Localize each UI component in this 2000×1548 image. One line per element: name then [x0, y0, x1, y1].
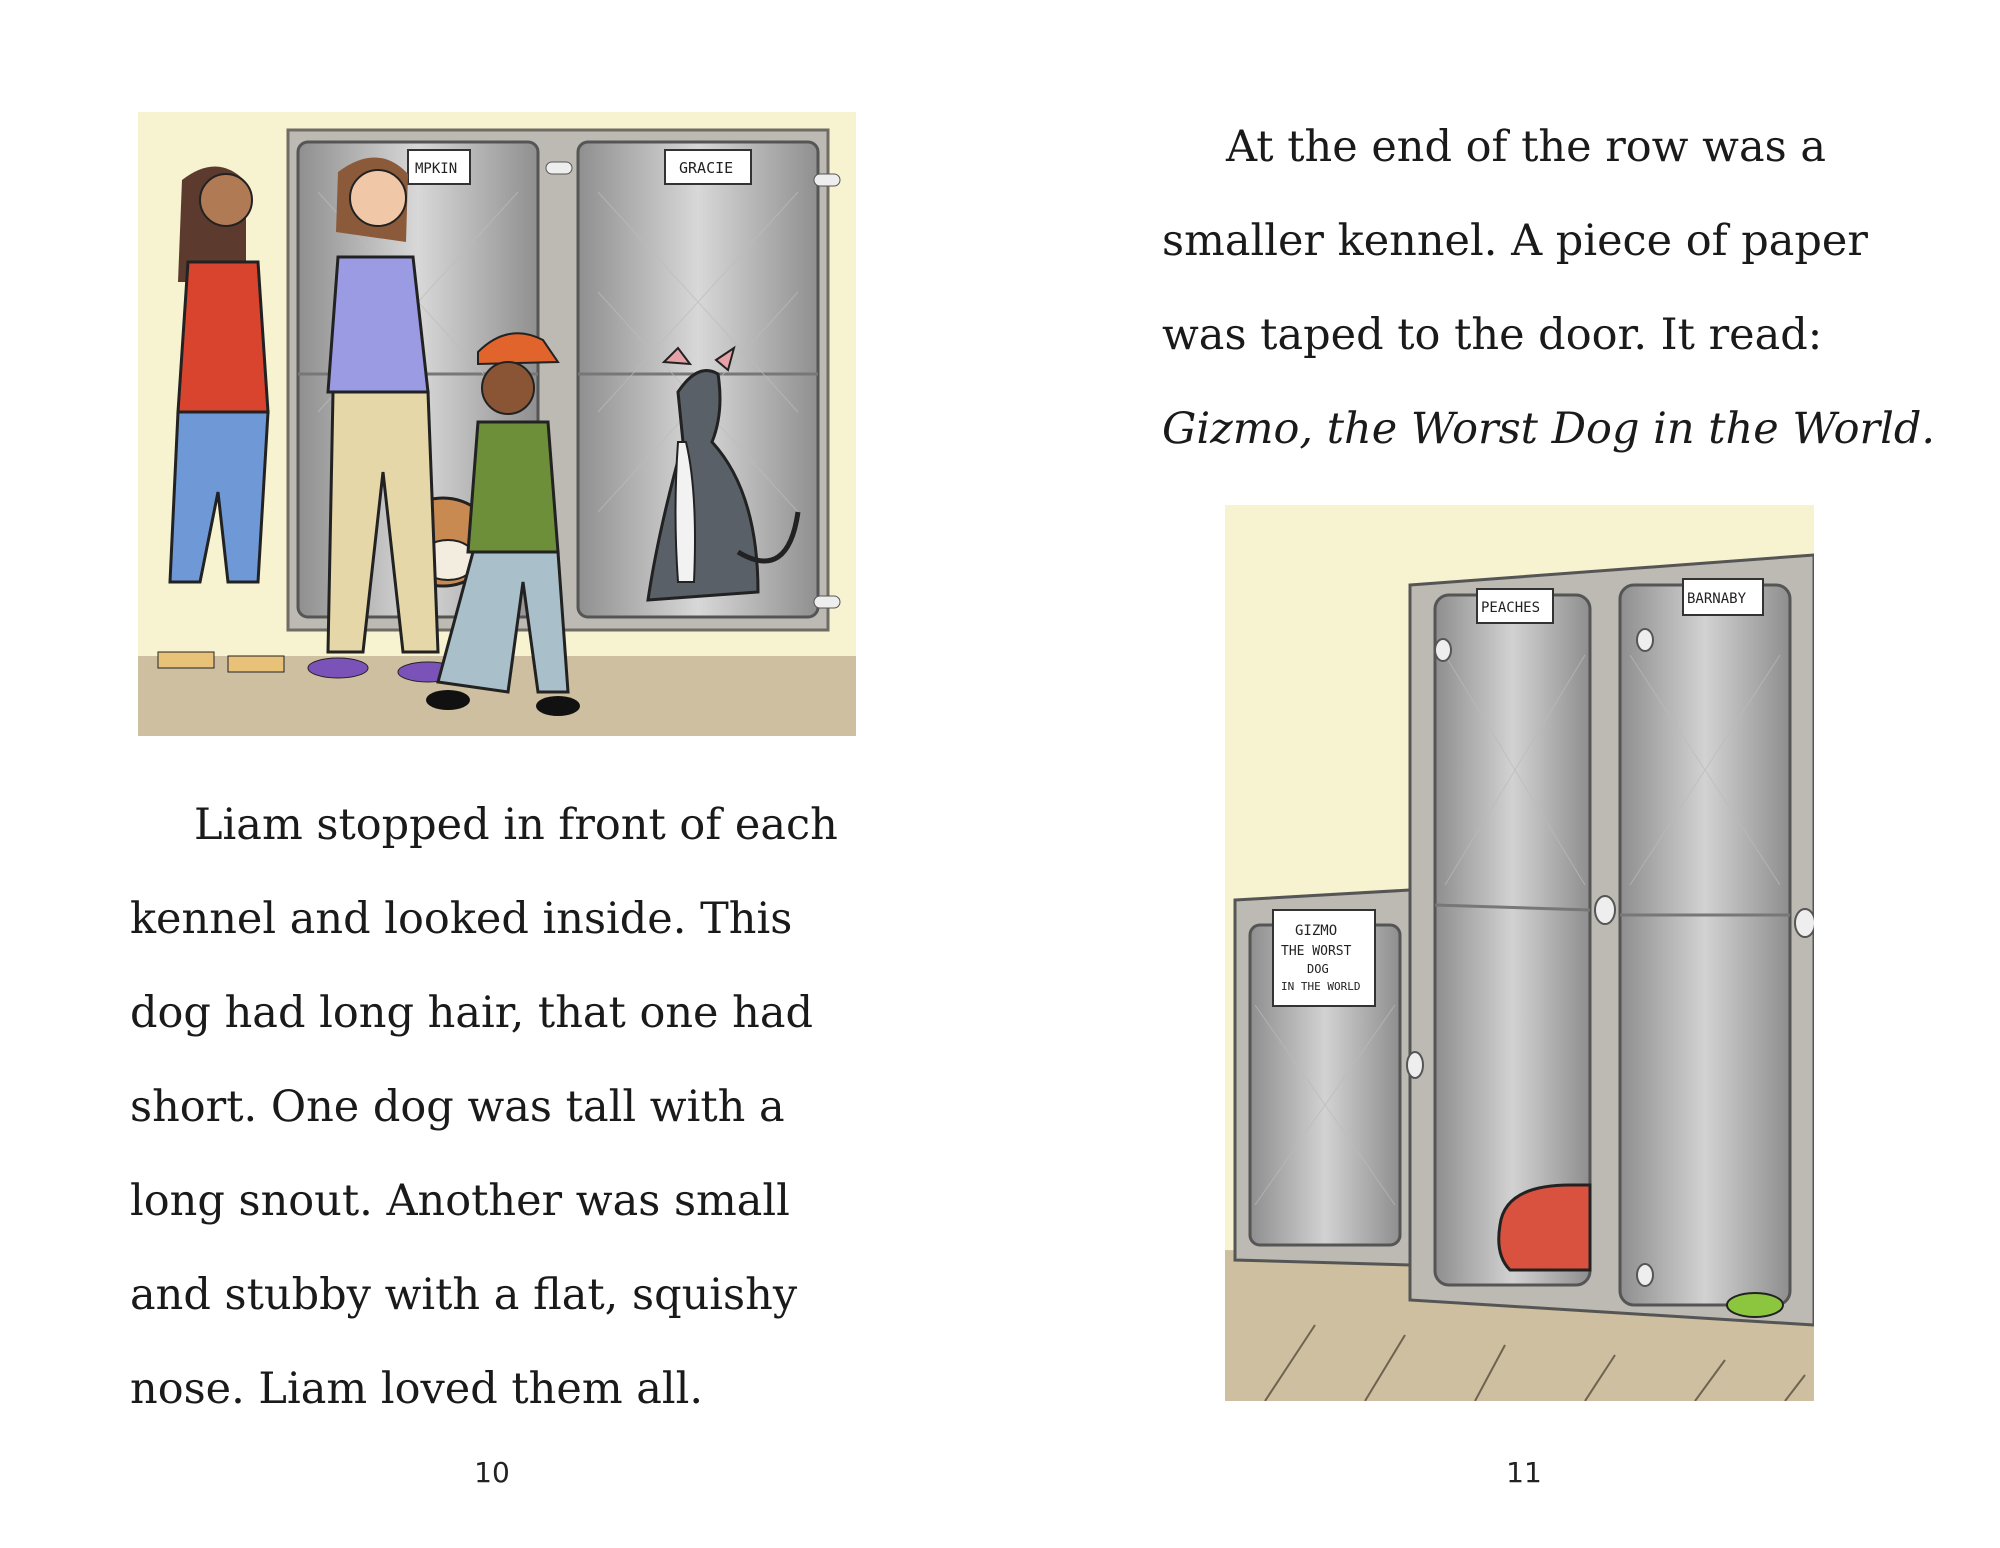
text-line: was taped to the door. It read:: [1162, 310, 1823, 360]
page-number: 11: [1506, 1456, 1542, 1489]
water-bowl: [1727, 1293, 1783, 1317]
kennel-sign-label: MPKIN: [415, 161, 458, 177]
italic-title-line: Gizmo, the Worst Dog in the World.: [1162, 404, 1936, 454]
text-line: and stubby with a flat, squishy: [130, 1270, 798, 1320]
illustration-empty-kennels: [1225, 505, 1814, 1401]
text-line: long snout. Another was small: [130, 1176, 790, 1226]
right-page: [1000, 0, 2000, 1548]
text-line: dog had long hair, that one had: [130, 988, 814, 1038]
illustration-kennel-visit: [138, 112, 856, 736]
kennel-door-barnaby: [1620, 585, 1790, 1305]
kennel-sign-label: GRACIE: [679, 159, 734, 177]
gizmo-note-line: IN THE WORLD: [1281, 980, 1361, 993]
gizmo-note-line: THE WORST: [1281, 944, 1352, 959]
left-paragraph: [130, 778, 890, 1436]
kennel-door-peaches: [1435, 595, 1590, 1285]
gizmo-note-line: GIZMO: [1295, 923, 1338, 939]
text-line: short. One dog was tall with a: [130, 1082, 785, 1132]
text-line: kennel and looked inside. This: [130, 894, 793, 944]
kennel-sign-label: PEACHES: [1481, 600, 1541, 616]
text-line: nose. Liam loved them all.: [130, 1364, 704, 1414]
right-paragraph: [1162, 100, 1942, 476]
text-line: smaller kennel. A piece of paper: [1162, 216, 1868, 266]
text-line: Liam stopped in front of each: [194, 800, 838, 850]
page-number: 10: [474, 1456, 510, 1489]
gizmo-note-line: DOG: [1307, 962, 1329, 976]
kennel-sign-label: BARNABY: [1687, 591, 1747, 607]
text-line: At the end of the row was a: [1226, 122, 1826, 172]
